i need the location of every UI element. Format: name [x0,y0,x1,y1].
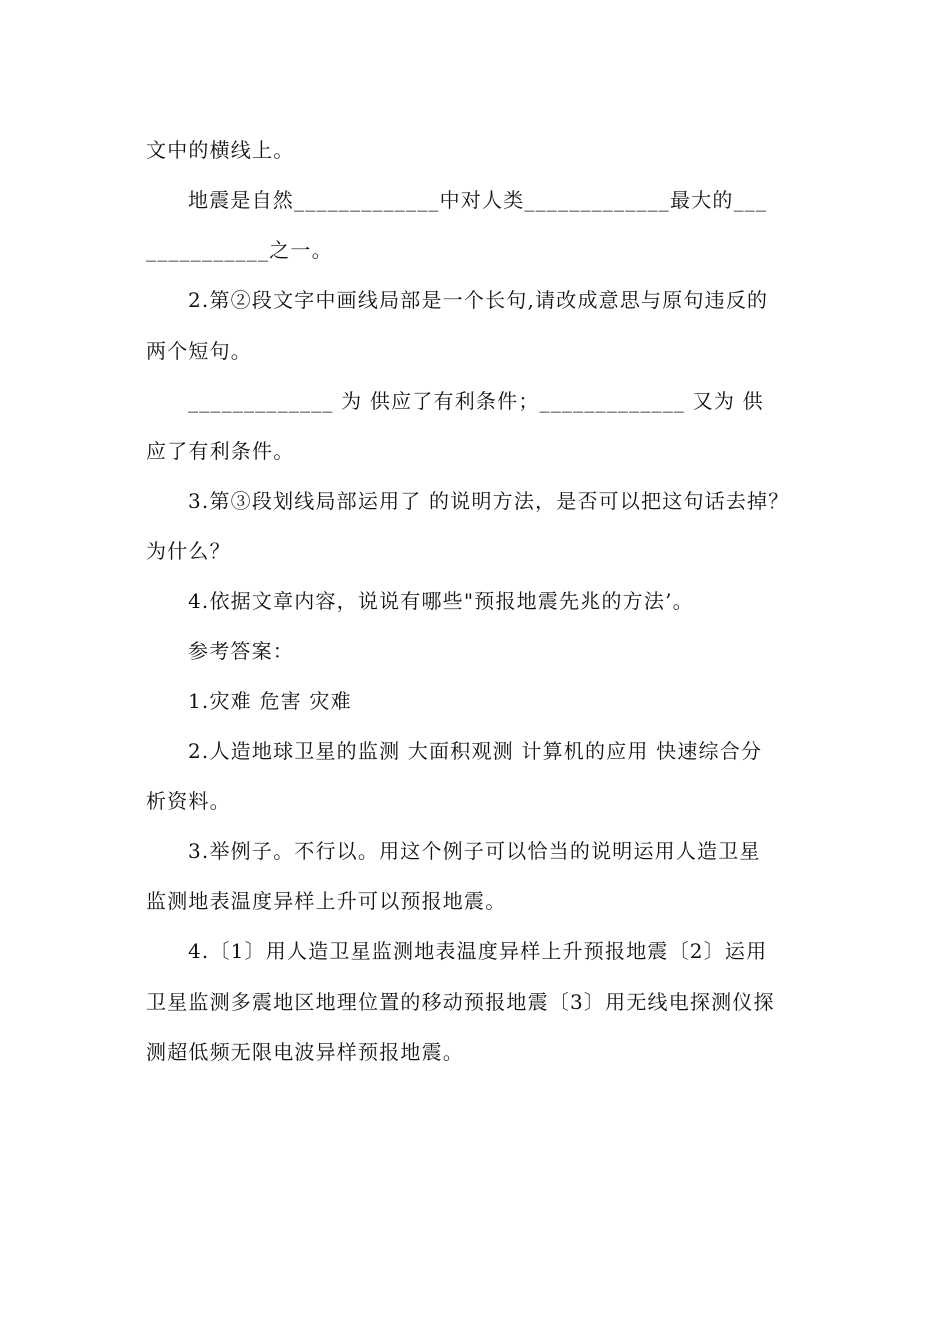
text-line-1: 文中的横线上。 [146,138,295,162]
answer-3-line-2: 监测地表温度异样上升可以预报地震。 [146,889,507,913]
text-line-3: ___________之一。 [146,238,333,262]
answer-2-line-2: 析资料。 [146,789,231,813]
question-2-line-1: 2.第②段文字中画线局部是一个长句,请改成意思与原句违反的 [188,288,769,312]
answer-3-line-1: 3.举例子。不行以。用这个例子可以恰当的说明运用人造卫星 [188,839,761,863]
question-2-fill-line-2: 应了有利条件。 [146,439,295,463]
answers-heading: 参考答案： [188,639,294,663]
question-4: 4.依据文章内容，说说有哪些"预报地震先兆的方法’。 [188,589,694,613]
question-2-fill-line-1: _____________ 为 供应了有利条件；_____________ 又为 供 [188,389,764,413]
question-2-line-2: 两个短句。 [146,339,252,363]
answer-1: 1.灾难 危害 灾难 [188,689,352,713]
answer-2-line-1: 2.人造地球卫星的监测 大面积观测 计算机的应用 快速综合分 [188,739,763,763]
text-line-2: 地震是自然_____________中对人类_____________最大的___ [188,188,768,212]
question-3-line-2: 为什么？ [146,539,231,563]
answer-4-line-3: 测超低频无限电波异样预报地震。 [146,1040,464,1064]
question-3-line-1: 3.第③段划线局部运用了 的说明方法，是否可以把这句话去掉？ [188,489,790,513]
answer-4-line-1: 4.〔1〕用人造卫星监测地表温度异样上升预报地震〔2〕运用 [188,939,768,963]
answer-4-line-2: 卫星监测多震地区地理位置的移动预报地震〔3〕用无线电探测仪探 [146,990,775,1014]
